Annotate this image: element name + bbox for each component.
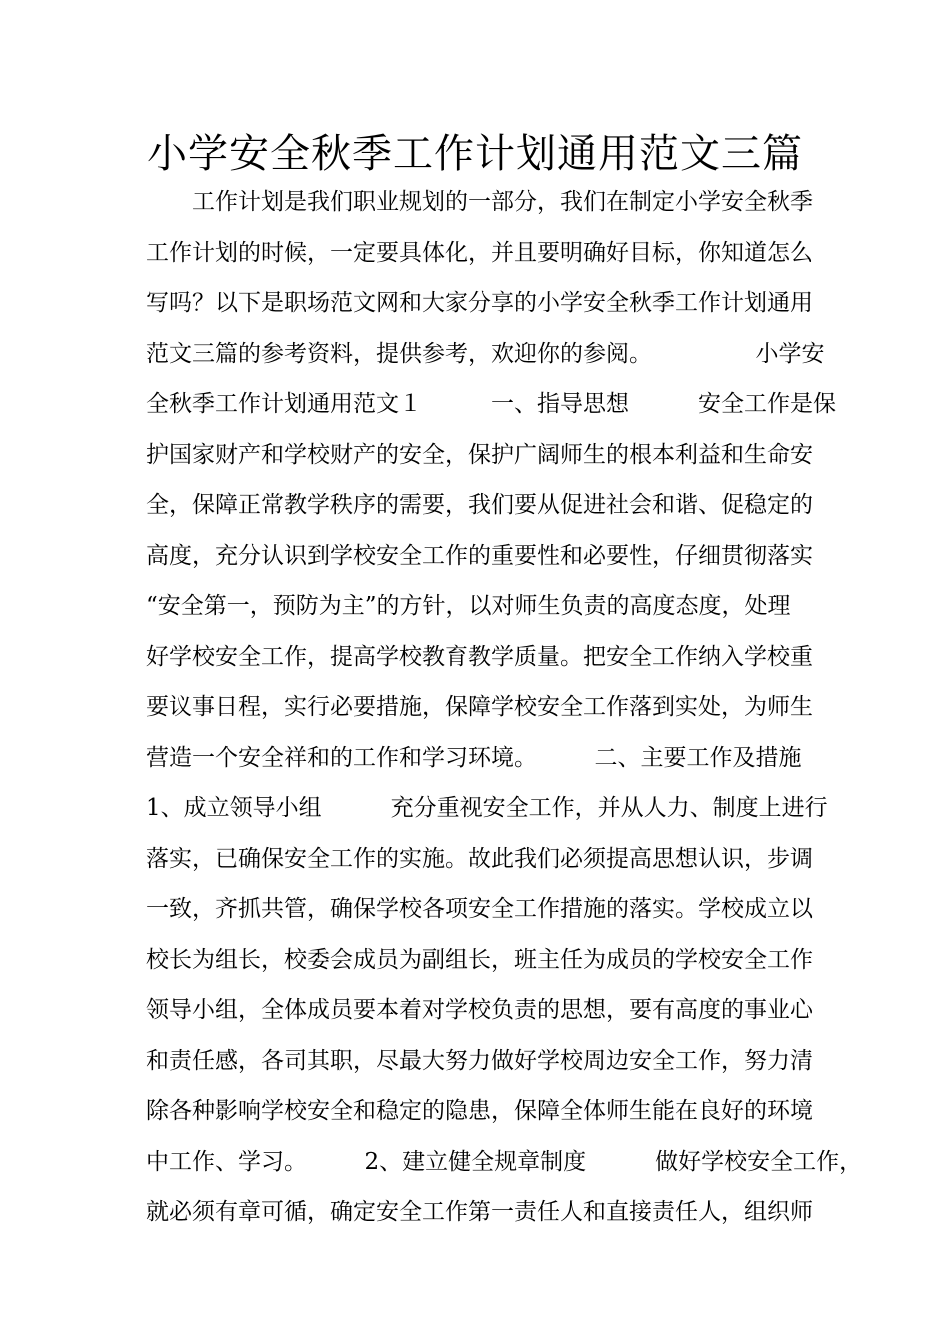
body-line-16: 校长为组长，校委会成员为副组长，班主任为成员的学校安全工作 bbox=[146, 946, 813, 973]
body-line-19: 除各种影响学校安全和稳定的隐患，保障全体师生能在良好的环境 bbox=[146, 1098, 813, 1124]
body-line-17: 领导小组，全体成员要本着对学校负责的思想，要有高度的事业心 bbox=[146, 997, 813, 1023]
body-line-4: 范文三篇的参考资料，提供参考，欢迎你的参阅。 小学安 bbox=[146, 340, 825, 367]
body-line-9: “安全第一，预防为主”的方针，以对师生负责的高度态度，处理 bbox=[146, 593, 791, 619]
body-line-8: 高度，充分认识到学校安全工作的重要性和必要性，仔细贯彻落实 bbox=[146, 542, 813, 569]
body-line-5: 全秋季工作计划通用范文１ 一、指导思想 安全工作是保 bbox=[146, 391, 836, 417]
body-line-20: 中工作、学习。 2、建立健全规章制度 做好学校安全工作， bbox=[146, 1148, 863, 1175]
body-line-14: 落实，已确保安全工作的实施。故此我们必须提高思想认识，步调 bbox=[146, 845, 813, 872]
body-line-1: 工作计划是我们职业规划的一部分，我们在制定小学安全秋季 bbox=[146, 189, 813, 215]
body-line-7: 全，保障正常教学秩序的需要，我们要从促进社会和谐、促稳定的 bbox=[146, 492, 813, 518]
body-line-2: 工作计划的时候，一定要具体化，并且要明确好目标，你知道怎么 bbox=[146, 239, 813, 266]
document-body bbox=[146, 177, 863, 1238]
body-line-15: 一致，齐抓共管，确保学校各项安全工作措施的落实。学校成立以 bbox=[146, 896, 813, 922]
body-line-13: 1、成立领导小组 充分重视安全工作，并从人力、制度上进行 bbox=[146, 795, 828, 821]
body-line-11: 要议事日程，实行必要措施，保障学校安全工作落到实处，为师生 bbox=[146, 694, 813, 720]
body-line-21: 就必须有章可循，确定安全工作第一责任人和直接责任人，组织师 bbox=[146, 1199, 813, 1225]
body-line-3: 写吗？以下是职场范文网和大家分享的小学安全秋季工作计划通用 bbox=[146, 290, 813, 316]
body-line-12: 营造一个安全祥和的工作和学习环境。 二、主要工作及措施 bbox=[146, 744, 802, 771]
document-title: 小学安全秋季工作计划通用范文三篇 bbox=[147, 131, 803, 177]
body-line-6: 护国家财产和学校财产的安全，保护广阔师生的根本利益和生命安 bbox=[146, 441, 813, 468]
body-line-10: 好学校安全工作，提高学校教育教学质量。把安全工作纳入学校重 bbox=[146, 643, 813, 670]
body-line-18: 和责任感，各司其职，尽最大努力做好学校周边安全工作，努力清 bbox=[146, 1047, 813, 1074]
